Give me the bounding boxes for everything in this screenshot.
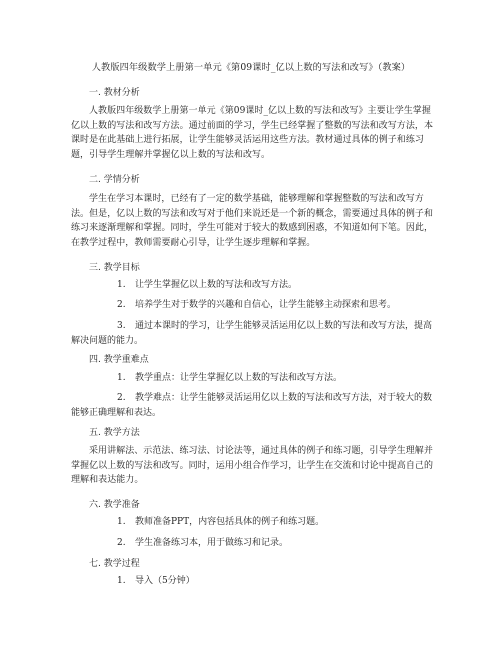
list-item: 1. 教学重点：让学生掌握亿以上数的写法和改写方法。 [117, 373, 343, 383]
list-item: 1. 导入（5分钟） [117, 576, 195, 586]
paragraph-teaching-methods: 采用讲解法、示范法、练习法、讨论法等，通过具体的例子和练习题，引导学生理解并掌握亿以上数的写法和改写。同时，运用小组合作学习，让学生在交流和讨论中提高自己的理解和表达能力。 [71, 446, 434, 486]
section-heading-student-analysis: 二. 学情分析 [89, 175, 140, 185]
list-item: 2. 学生准备练习本，用于做练习和记录。 [117, 538, 289, 548]
list-item: 1. 让学生掌握亿以上数的写法和改写方法。 [117, 280, 298, 290]
section-heading-teaching-goals: 三. 教学目标 [89, 263, 140, 273]
document-title: 人教版四年级数学上册第一单元《第09课时_亿以上数的写法和改写》（教案） [91, 62, 411, 73]
list-item: 2. 培养学生对于数学的兴趣和自信心，让学生能够主动探索和思考。 [117, 300, 397, 310]
section-heading-teaching-methods: 五. 教学方法 [89, 428, 140, 438]
list-item: 1. 教师准备PPT，内容包括具体的例子和练习题。 [117, 517, 325, 527]
section-heading-preparation: 六. 教学准备 [89, 500, 140, 510]
paragraph-textbook-analysis: 人教版四年级数学上册第一单元《第09课时_亿以上数的写法和改写》主要让学生掌握亿以上数的写法和改写方法。通过前面的学习，学生已经掌握了整数的写法和改写方法，本课时是在此基础上进行拓展，让学生能够灵活运用这些方法。教材通过具体的例子和练习题，引导学生理解并掌握亿以上数的写法和改写。 [71, 106, 434, 160]
paragraph-student-analysis: 学生在学习本课时，已经有了一定的数学基础，能够理解和掌握整数的写法和改写方法。但是，亿以上数的写法和改写对于他们来说还是一个新的概念，需要通过具体的例子和练习来逐渐理解和掌握。同时，学生可能对于较大的数感到困惑，不知道如何下笔。因此，在教学过程中，教师需要耐心引导，让学生逐步理解和掌握。 [71, 194, 434, 248]
list-item: 2. 教学难点：让学生能够灵活运用亿以上数的写法和改写方法，对于较大的数能够正确理解和表达。 [71, 393, 433, 418]
section-heading-key-points: 四. 教学重难点 [89, 355, 149, 365]
section-heading-teaching-process: 七. 教学过程 [89, 559, 140, 569]
section-heading-textbook-analysis: 一. 教材分析 [89, 88, 140, 98]
list-item: 3. 通过本课时的学习，让学生能够灵活运用亿以上数的写法和改写方法，提高解决问题的能力。 [71, 321, 433, 346]
